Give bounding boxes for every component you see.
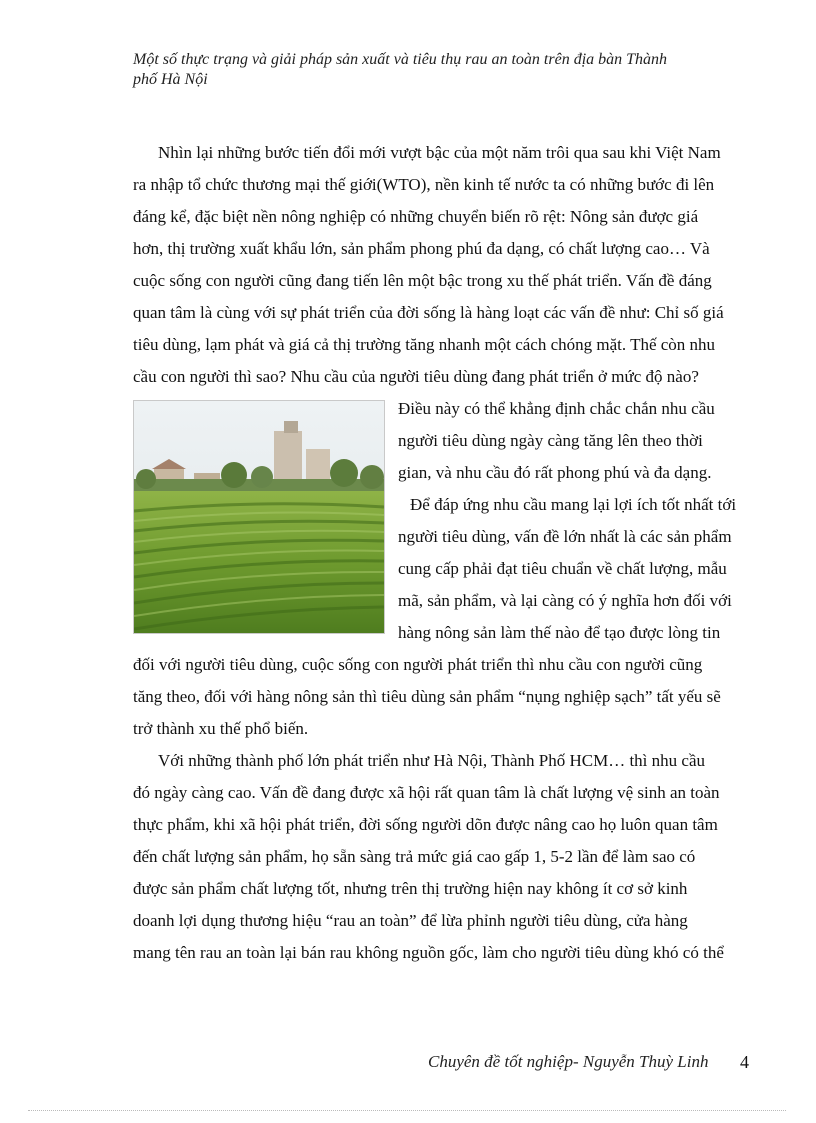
body-line: đến chất lượng sản phẩm, họ sẵn sàng trả mức giá cao gấp 1, 5-2 lần để làm sao có xyxy=(133,847,696,866)
body-line: Nhìn lại những bước tiến đổi mới vượt bậc của một năm trôi qua sau khi Việt Nam xyxy=(158,143,721,162)
body-line: Để đáp ứng nhu cầu mang lại lợi ích tốt nhất tới xyxy=(410,495,737,514)
page-number: 4 xyxy=(740,1052,749,1072)
body-line: gian, và nhu cầu đó rất phong phú và đa dạng. xyxy=(398,463,712,482)
running-header xyxy=(133,50,733,90)
body-line: doanh lợi dụng thương hiệu “rau an toàn” để lừa phỉnh người tiêu dùng, cửa hàng xyxy=(133,911,688,930)
body-line: được sản phẩm chất lượng tốt, nhưng trên thị trường hiện nay không ít cơ sở kinh xyxy=(133,879,688,898)
body-line: hơn, thị trường xuất khẩu lớn, sản phẩm phong phú đa dạng, có chất lượng cao… Và xyxy=(133,239,710,258)
body-line: mã, sản phẩm, và lại càng có ý nghĩa hơn đối với xyxy=(398,591,732,610)
body-line: tăng theo, đối với hàng nông sản thì tiêu dùng sản phẩm “nụng nghiệp sạch” tất yếu sẽ xyxy=(133,687,721,706)
footer-title: Chuyên đề tốt nghiệp- Nguyễn Thuỳ Linh xyxy=(428,1052,709,1071)
page-bottom-divider xyxy=(28,1110,786,1111)
body-line: mang tên rau an toàn lại bán rau không nguồn gốc, làm cho người tiêu dùng khó có thể xyxy=(133,943,724,962)
body-line: Điều này có thể khẳng định chắc chắn nhu cầu xyxy=(398,399,715,418)
body-line: ra nhập tổ chức thương mại thế giới(WTO), nền kinh tế nước ta có những bước đi lên xyxy=(133,175,715,194)
body-line: Với những thành phố lớn phát triển như Hà Nội, Thành Phố HCM… thì nhu cầu xyxy=(158,751,705,770)
body-line: thực phẩm, khi xã hội phát triển, đời sống người dõn được nâng cao họ luôn quan tâm xyxy=(133,815,718,834)
body-line: cuộc sống con người cũng đang tiến lên một bậc trong xu thế phát triển. Vấn đề đáng xyxy=(133,271,712,290)
body-line: cầu con người thì sao? Nhu cầu của người tiêu dùng đang phát triển ở mức độ nào? xyxy=(133,367,699,386)
body-line: tiêu dùng, lạm phát và giá cả thị trường tăng nhanh một cách chóng mặt. Thế còn nhu xyxy=(133,335,716,354)
body-line: trở thành xu thế phổ biến. xyxy=(133,719,309,738)
body-line: người tiêu dùng ngày càng tăng lên theo thời xyxy=(398,431,703,450)
body-line: đáng kể, đặc biệt nền nông nghiệp có những chuyển biến rõ rệt: Nông sản được giá xyxy=(133,207,699,226)
body-line: đối với người tiêu dùng, cuộc sống con người phát triển thì nhu cầu con người cũng xyxy=(133,655,703,674)
body-line: người tiêu dùng, vấn đề lớn nhất là các sản phẩm xyxy=(398,527,732,546)
body-line: quan tâm là cùng với sự phát triển của đời sống là hàng loạt các vấn đề như: Chỉ số giá xyxy=(133,303,724,322)
vegetable-field-photo xyxy=(133,400,385,634)
header-line-2: phố Hà Nội xyxy=(133,71,208,88)
body-line: cung cấp phải đạt tiêu chuẩn về chất lượng, mẫu xyxy=(398,559,727,578)
body-line: hàng nông sản làm thế nào để tạo được lòng tin xyxy=(398,623,721,642)
body-line: đó ngày càng cao. Vấn đề đang được xã hội rất quan tâm là chất lượng vệ sinh an toàn xyxy=(133,783,720,802)
header-line-1: Một số thực trạng và giải pháp sản xuất và tiêu thụ rau an toàn trên địa bàn Thành xyxy=(133,51,668,68)
